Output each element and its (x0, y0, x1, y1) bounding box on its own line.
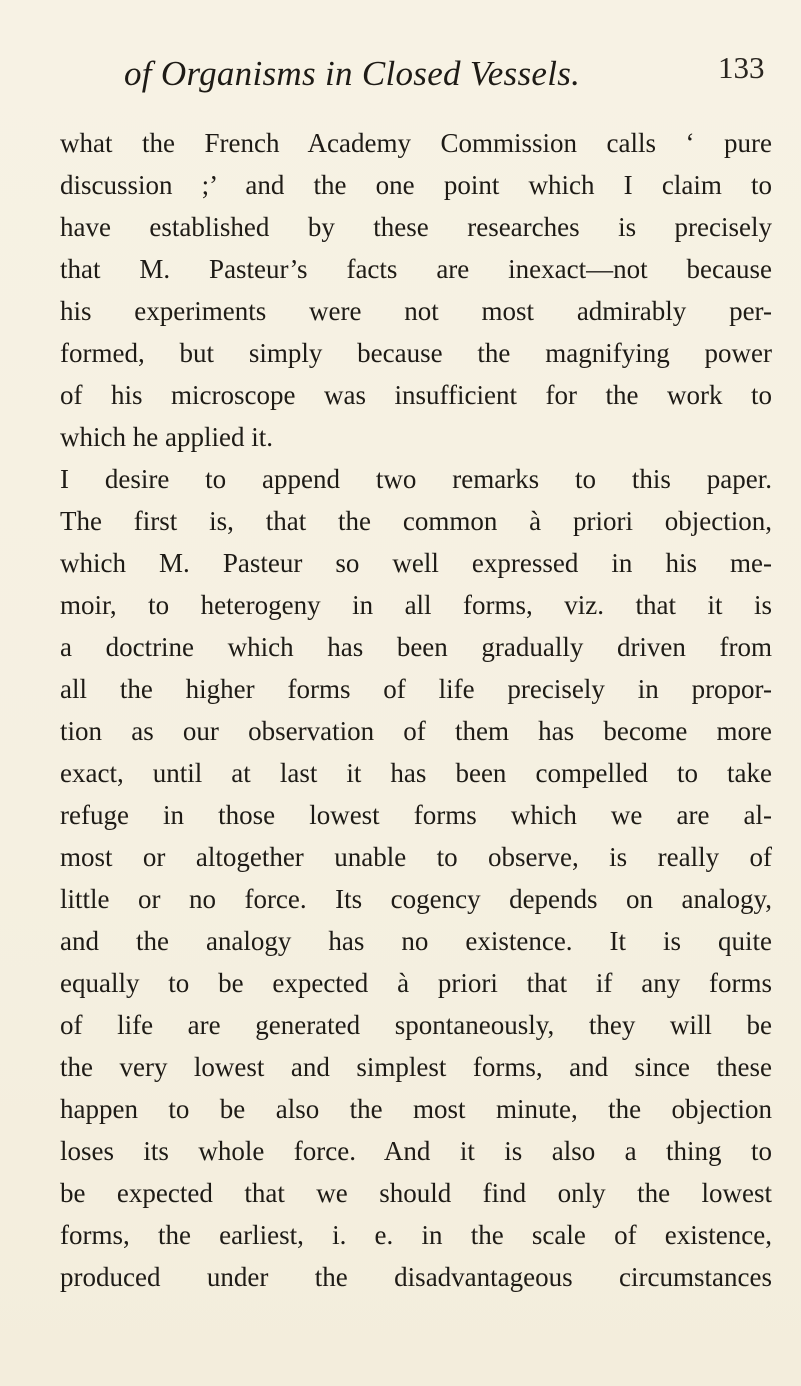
page-number: 133 (718, 50, 765, 85)
text-line: equally to be expected à priori that if any forms (60, 968, 772, 998)
text-line: which he applied it. (60, 422, 273, 452)
text-line: formed, but simply because the magnifying power (60, 338, 772, 368)
text-line: a doctrine which has been gradually driven from (60, 632, 772, 662)
text-line: discussion ;’ and the one point which I claim to (60, 170, 772, 200)
text-line: produced under the disadvantageous circumstances (60, 1262, 772, 1292)
text-line: exact, until at last it has been compelled to take (60, 758, 772, 788)
text-line: tion as our observation of them has become more (60, 716, 772, 746)
text-line: of life are generated spontaneously, they will be (60, 1010, 772, 1040)
text-line: forms, the earliest, i. e. in the scale of existence, (60, 1220, 772, 1250)
body-text (60, 122, 772, 1298)
text-line: and the analogy has no existence. It is quite (60, 926, 772, 956)
text-line: be expected that we should find only the lowest (60, 1178, 772, 1208)
text-line: loses its whole force. And it is also a thing to (60, 1136, 772, 1166)
text-line: I desire to append two remarks to this paper. (60, 464, 772, 494)
text-line: his experiments were not most admirably per- (60, 296, 772, 326)
text-line: little or no force. Its cogency depends on analogy, (60, 884, 772, 914)
text-line: refuge in those lowest forms which we are al- (60, 800, 772, 830)
text-line: The first is, that the common à priori objection, (60, 506, 772, 536)
text-line: all the higher forms of life precisely in propor- (60, 674, 772, 704)
text-line: have established by these researches is precisely (60, 212, 772, 242)
text-line: of his microscope was insufficient for the work to (60, 380, 772, 410)
text-line: happen to be also the most minute, the objection (60, 1094, 772, 1124)
text-line: which M. Pasteur so well expressed in his me- (60, 548, 772, 578)
text-line: the very lowest and simplest forms, and since these (60, 1052, 772, 1082)
text-line: most or altogether unable to observe, is really of (60, 842, 772, 872)
text-line: that M. Pasteur’s facts are inexact—not because (60, 254, 772, 284)
text-line: what the French Academy Commission calls ‘ pure (60, 128, 772, 158)
running-head: of Organisms in Closed Vessels. (124, 54, 581, 93)
text-line: moir, to heterogeny in all forms, viz. that it is (60, 590, 772, 620)
